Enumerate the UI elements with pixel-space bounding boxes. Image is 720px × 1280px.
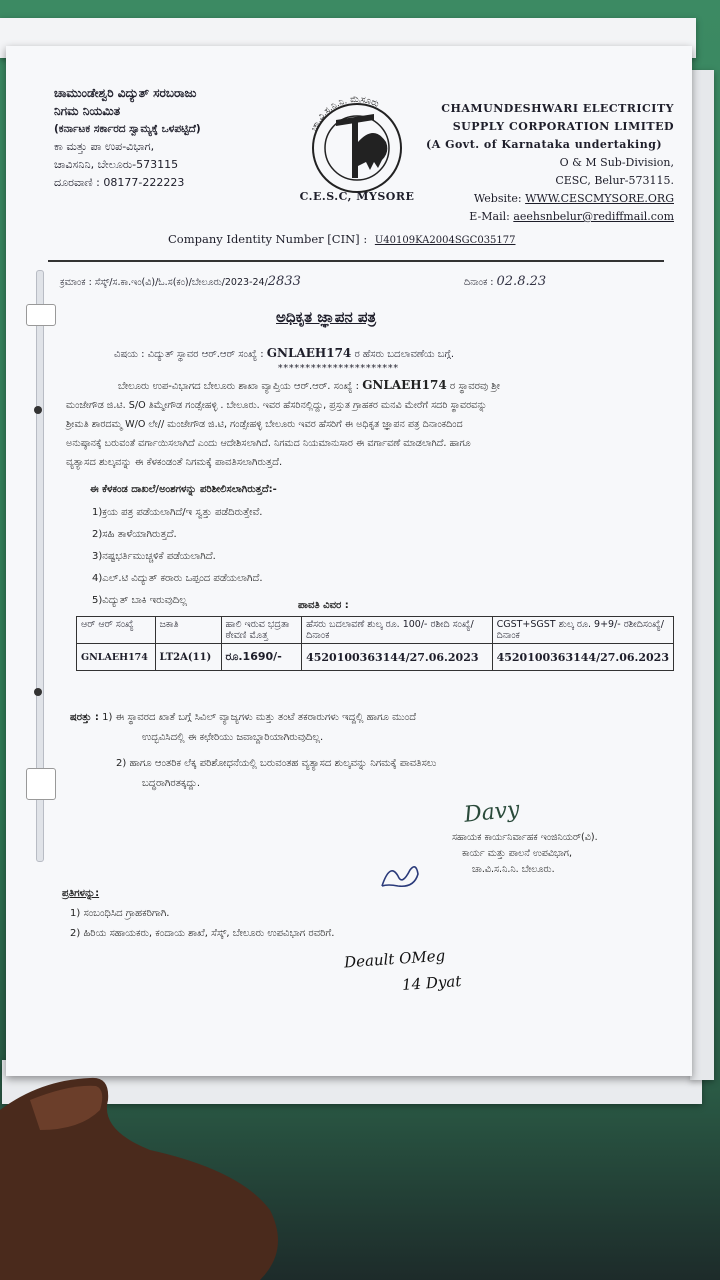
signature-line-1: ಸಹಾಯಕ ಕಾರ್ಯನಿರ್ವಾಹಕ ಇಂಜಿನಿಯರ್(ವಿ). [452,832,598,843]
payment-header-gst: CGST+SGST ಶುಲ್ಕ ರೂ. 9+9/- ರಶೀದಿಸಂಖ್ಯೆ/ದಿನಾಂಕ [492,617,673,644]
notes-block [70,708,680,794]
note-1b: ಉದ್ಭವಿಸಿದಲ್ಲಿ ಈ ಕಛೇರಿಯು ಜವಾಬ್ದಾರಿಯಾಗಿರುವುದಿಲ್ಲ. [142,732,324,743]
reference-prefix: ಕ್ರಮಾಂಕ : ಸೆಸ್ಕ್/ಸ.ಕಾ.ಇಂ(ವಿ)/ಓ.ಸ(ಕಂ)/ಬೇಲೂರು/2023-24/ [60,277,268,288]
copies-block [62,884,334,944]
org-en-line-2: SUPPLY CORPORATION LIMITED [452,120,674,133]
org-kn-line-3: (ಕರ್ನಾಟಕ ಸರ್ಕಾರದ ಸ್ವಾಮ್ಯಕ್ಕೆ ಒಳಪಟ್ಟಿದೆ) [54,123,201,135]
subject-label: ವಿಷಯ : ವಿದ್ಯುತ್ ಸ್ಥಾವರ ಆರ್.ಆರ್ ಸಂಖ್ಯೆ : [114,349,264,360]
payment-tariff: LT2A(11) [155,644,221,671]
doc-item-2: 2)ಸಹಿ ತಾಳೆಯಾಗಿರುತ್ತದೆ. [92,529,177,540]
logo-top-text: ಚಾ.ವಿ.ಸ.ನಿ.ನಿ. ಮೈಸೂರು [309,94,381,133]
body-line-2: ಮಂಜೇಗೌಡ ಜಿ.ಟಿ. S/O ತಿಮ್ಮೇಗೌಡ ಗಂಡ್ಸೇಹಳ್ಳಿ . ಬೇಲೂರು. ಇವರ ಹೆಸರಿನಲ್ಲಿದ್ದು, ಪ್ರಸ್ತುತ ಗ್ರಾಹಕರ ಮನವಿ ಮೇರೆಗೆ ಸದರಿ ಸ್ಥಾವರವನ್ನು [66,400,488,411]
doc-item-4: 4)ಎಲ್.ಟಿ ವಿದ್ಯುತ್ ಕರಾರು ಒಪ್ಪಂದ ಪಡೆಯಲಾಗಿದೆ. [92,573,263,584]
note-2b: ಬದ್ಧರಾಗಿರತಕ್ಕದ್ದು. [142,778,201,789]
cin-label: Company Identity Number [CIN] : [168,232,368,246]
body-line-5: ವ್ಯತ್ಯಾಸದ ಶುಲ್ಕವನ್ನು ಈ ಕೆಳಕಂಡಂತೆ ನಿಗಮಕ್ಕೆ ಪಾವತಿಸಲಾಗಿರುತ್ತದೆ. [66,457,283,468]
date-line [464,274,546,289]
subject-stars: ********************** [278,364,399,374]
body-line-1a: ಬೇಲೂರು ಉಪ-ವಿಭಾಗದ ಬೇಲೂರು ಶಾಖಾ ವ್ಯಾಪ್ತಿಯ ಆರ್.ಆರ್. ಸಂಖ್ಯೆ : [118,381,359,392]
doc-item-1: 1)ಕ್ರಯ ಪತ್ರ ಪಡೆಯಲಾಗಿದೆ/ಇ ಸ್ವತ್ತು ಪಡೆದಿರುತ್ತೇವೆ. [92,507,263,518]
payment-header-row [77,617,674,644]
body-line-3: ಶ್ರೀಮತಿ ಶಾರದಮ್ಮ W/O ಲೇ// ಮಂಜೇಗೌಡ ಜಿ.ಟಿ, ಗಂಡ್ಸೇಹಳ್ಳಿ ಬೇಲೂರು ಇವರ ಹೆಸರಿಗೆ ಈ ಅಧಿಕೃತ ಜ್ಞಾಪನ ಪತ್ರ ದಿನಾಂಕದಿಂದ [66,419,463,430]
date-value: 02.8.23 [496,274,547,289]
payment-header-tariff: ಜಕಾತಿ [155,617,221,644]
thumb [0,1060,300,1280]
cesc-logo [296,84,418,206]
org-en-line-5: CESC, Belur-573115. [555,174,674,187]
payment-header-namechange: ಹೆಸರು ಬದಲಾವಣೆ ಶುಲ್ಕ ರೂ. 100/- ರಶೀದಿ ಸಂಖ್ಯೆ/ದಿನಾಂಕ [302,617,492,644]
back-sheet-right [690,70,714,1080]
initial-scribble [376,856,426,896]
copy-2: 2) ಹಿರಿಯ ಸಹಾಯಕರು, ಕಂದಾಯ ಶಾಖೆ, ಸೆಸ್ಕ್, ಬೇಲೂರು ಉಪವಿಭಾಗ ರವರಿಗೆ. [70,928,335,939]
org-en-line-1: CHAMUNDESHWARI ELECTRICITY [441,102,674,115]
signature-block [452,830,598,878]
doc-item-3: 3)ನಷ್ಟಭರ್ತಿಮುಚ್ಚಳಿಕೆ ಪಡೆಯಲಾಗಿದೆ. [92,551,216,562]
website-label: Website: [473,192,522,205]
org-kn-line-6: ದೂರವಾಣಿ : 08177-222223 [54,176,185,189]
email-link[interactable]: aeehsnbelur@rediffmail.com [513,210,674,223]
cin-line [168,232,516,246]
handwritten-note-1: Deault OMeg [343,946,446,972]
org-kn-line-2: ನಿಗಮ ನಿಯಮಿತ [54,104,121,118]
payment-header-rr: ಆರ್ ಆರ್ ಸಂಖ್ಯೆ [77,617,156,644]
org-en-line-3: (A Govt. of Karnataka undertaking) [426,138,663,151]
payment-header-deposit: ಹಾಲಿ ಇರುವ ಭದ್ರತಾ ಠೇವಣಿ ಮೊತ್ತ [221,617,302,644]
org-kn-line-5: ಚಾವಿಸನಿನಿ, ಬೇಲೂರು-573115 [54,158,179,171]
header-right-block [406,100,674,226]
punch-hole-bottom [34,688,42,696]
org-kn-line-1: ಚಾಮುಂಡೇಶ್ವರಿ ವಿದ್ಯುತ್ ಸರಬರಾಜು [54,86,197,100]
payment-deposit: ರೂ.1690/- [221,644,302,671]
notes-label: ಷರತ್ತು : [70,712,99,723]
payment-table [76,616,674,671]
body-line-4: ಅನುಷ್ಠಾನಕ್ಕೆ ಬರುವಂತೆ ವರ್ಗಾಯಿಸಲಾಗಿದೆ ಎಂದು ಆದೇಶಿಸಲಾಗಿದೆ. ನಿಗಮದ ನಿಯಮಾನುಸಾರ ಈ ವರ್ಗಾವಣೆ ಮಾಡಲಾಗಿದೆ. ಹಾಗೂ [66,438,471,449]
org-kn-line-4: ಕಾ ಮತ್ತು ಪಾ ಉಪ-ವಿಭಾಗ, [54,140,155,153]
reference-line [60,274,301,289]
header-rule [48,260,664,262]
doc-item-5: 5)ವಿದ್ಯುತ್ ಬಾಕಿ ಇರುವುದಿಲ್ಲ [92,595,187,606]
subject-line [114,346,454,360]
copies-label: ಪ್ರತಿಗಳನ್ನು: [62,888,100,899]
docs-list [92,502,263,612]
payment-namechange-receipt: 4520100363144/27.06.2023 [302,644,492,671]
document-title: ಅಧಿಕೃತ ಜ್ಞಾಪನ ಪತ್ರ [276,308,377,326]
handwritten-note-2: 14 Dyat [401,971,462,995]
subject-rr: GNLAEH174 [266,346,352,360]
signature: Davy [462,797,521,828]
payment-heading: ಪಾವತಿ ವಿವರ : [298,600,349,611]
org-en-line-4: O & M Sub-Division, [559,156,674,169]
file-tag-top [26,304,56,326]
body-line-1-rr: GNLAEH174 [362,378,447,392]
body-paragraph [66,376,682,472]
payment-gst-receipt: 4520100363144/27.06.2023 [492,644,673,671]
note-1a: 1) ಈ ಸ್ಥಾವರದ ಖಾತೆ ಬಗ್ಗೆ ಸಿವಿಲ್ ವ್ಯಾಜ್ಯಗಳು ಮತ್ತು ತಂಟೆ ತಕರಾರುಗಳು ಇದ್ದಲ್ಲಿ ಹಾಗೂ ಮುಂದೆ [102,712,417,723]
payment-rr: GNLAEH174 [77,644,156,671]
subject-rest: ರ ಹೆಸರು ಬದಲಾವಣೆಯ ಬಗ್ಗೆ. [354,349,455,360]
date-label: ದಿನಾಂಕ : [464,277,494,288]
file-tag-bottom [26,768,56,800]
header-left-block [54,84,294,192]
note-2a: 2) ಹಾಗೂ ಆಂತರಿಕ ಲೆಕ್ಕ ಪರಿಶೋಧನೆಯಲ್ಲಿ ಬರುವಂತಹ ವ್ಯತ್ಯಾಸದ ಶುಲ್ಕವನ್ನು ನಿಗಮಕ್ಕೆ ಪಾವತಿಸಲು [116,758,437,769]
punch-hole-top [34,406,42,414]
copy-1: 1) ಸಂಬಂಧಿಸಿದ ಗ್ರಾಹಕರಿಗಾಗಿ. [70,908,170,919]
docs-heading: ಈ ಕೆಳಕಂಡ ದಾಖಲೆ/ಅಂಶಗಳನ್ನು ಪರಿಶೀಲಿಸಲಾಗಿರುತ್ತದೆ:- [90,484,277,495]
payment-value-row [77,644,674,671]
email-label: E-Mail: [469,210,510,223]
website-link[interactable]: WWW.CESCMYSORE.ORG [525,192,674,205]
document-page [6,46,692,1076]
body-line-1b: ರ ಸ್ಥಾವರವು ಶ್ರೀ [449,381,501,392]
signature-line-3: ಚಾ.ವಿ.ಸ.ನಿ.ನಿ. ಬೇಲೂರು. [472,864,555,875]
cin-value: U40109KA2004SGC035177 [374,235,516,246]
logo-bottom-text: C.E.S.C, MYSORE [299,190,415,203]
reference-number: 2833 [267,274,301,289]
signature-line-2: ಕಾರ್ಯ ಮತ್ತು ಪಾಲನೆ ಉಪವಿಭಾಗ, [462,848,572,859]
